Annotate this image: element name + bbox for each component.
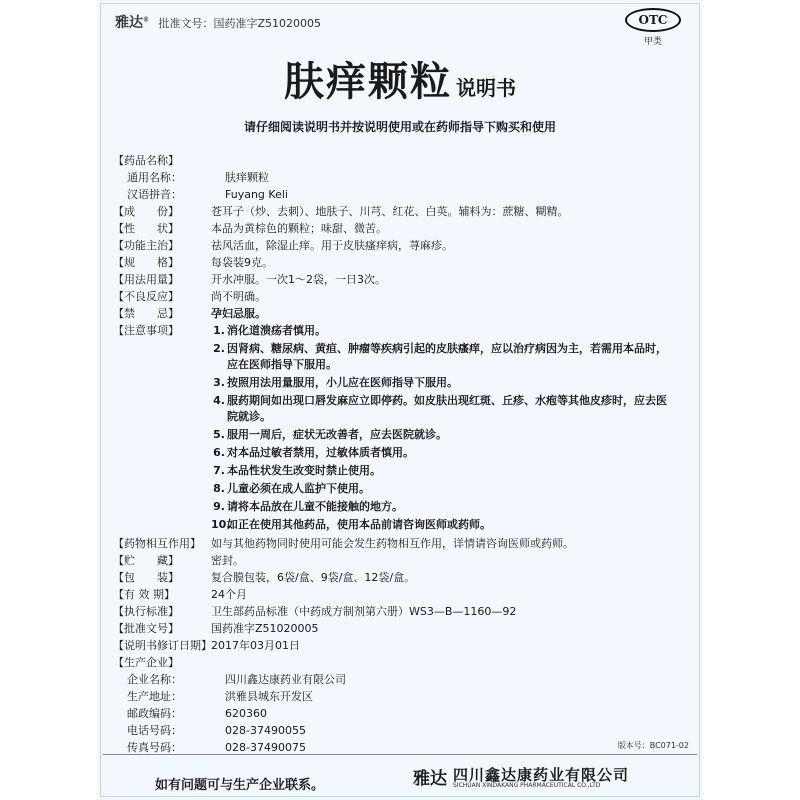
row-label: 生产地址： (127, 690, 182, 703)
row-label: 【不良反应】 (113, 290, 179, 303)
info-row (113, 221, 673, 237)
info-row (113, 255, 673, 271)
row-label: 【规 格】 (113, 256, 179, 269)
info-row (113, 170, 673, 186)
row-label: 【贮 藏】 (113, 554, 179, 567)
section-precautions (113, 323, 673, 535)
precaution-item: 8. 儿童必须在成人监护下使用。 (213, 482, 370, 495)
info-row (113, 553, 673, 569)
info-row (113, 187, 673, 203)
section-label: 【注意事项】 (113, 324, 179, 337)
row-label: 电话号码： (127, 724, 182, 737)
section-label: 【生产企业】 (113, 656, 179, 669)
precaution-item: 7. 本品性状发生改变时禁止使用。 (213, 464, 381, 477)
row-label: 【批准文号】 (113, 622, 179, 635)
row-value: 开水冲服。一次1～2袋，一日3次。 (211, 273, 386, 286)
precaution-item: 2. 因肾病、糖尿病、黄疸、肿瘤等疾病引起的皮肤瘙痒，应以治疗病因为主，若需用本品时，应在医师指导下服用。 (213, 342, 667, 371)
row-value: 苍耳子（炒、去刺）、地肤子、川芎、红花、白英。辅料为：蔗糖、糊精。 (211, 205, 569, 218)
info-row (113, 306, 673, 322)
row-label: 通用名称： (127, 171, 182, 184)
info-row (113, 204, 673, 220)
info-row (113, 604, 673, 620)
row-label: 【有 效 期】 (113, 588, 175, 601)
section-label: 【药品名称】 (113, 154, 179, 167)
precaution-item: 10. 如正在使用其他药品，使用本品前请咨询医师或药师。 (211, 518, 491, 531)
row-value: 028-37490055 (225, 724, 306, 737)
row-label: 【禁 忌】 (113, 307, 179, 320)
precaution-item: 5. 服用一周后，症状无改善者，应去医院就诊。 (213, 428, 447, 441)
section-manufacturer (113, 655, 673, 671)
info-row (113, 621, 673, 637)
row-value: 国药准字Z51020005 (211, 622, 319, 635)
precaution-item: 4. 服药期间如出现口唇发麻应立即停药。如皮肤出现红斑、丘疹、水疱等其他皮疹时，应去医院就诊。 (213, 394, 667, 423)
row-value: 卫生部药品标准（中药成方制剂第六册）WS3—B—1160—92 (211, 605, 517, 618)
row-label: 【说明书修订日期】 (113, 639, 212, 652)
row-value: 24个月 (211, 588, 247, 601)
row-value: Fuyang Keli (225, 188, 288, 201)
row-value: 祛风活血，除湿止痒。用于皮肤瘙痒病，荨麻疹。 (211, 239, 453, 252)
title-suffix: 说明书 (456, 76, 516, 100)
row-value: 2017年03月01日 (211, 639, 300, 652)
info-row (113, 587, 673, 603)
precaution-item: 1. 消化道溃疡者慎用。 (213, 324, 326, 337)
info-row (113, 289, 673, 305)
row-label: 【性 状】 (113, 222, 179, 235)
row-label: 【包 装】 (113, 571, 179, 584)
row-value: 复合膜包装，6袋/盒、9袋/盒、12袋/盒。 (211, 571, 416, 584)
row-label: 【成 份】 (113, 205, 179, 218)
row-value: 孕妇忌服。 (211, 307, 266, 320)
row-value: 洪雅县城东开发区 (225, 690, 313, 703)
row-label: 邮政编码： (127, 707, 182, 720)
row-value: 每袋装9克。 (211, 256, 273, 269)
row-label: 【执行标准】 (113, 605, 179, 618)
precaution-item: 9. 请将本品放在儿童不能接触的地方。 (213, 500, 403, 513)
product-title: 肤痒颗粒 (284, 59, 452, 105)
approval-number: 批准文号：国药准字Z51020005 (158, 17, 322, 30)
row-value: 620360 (225, 707, 267, 720)
row-value: 密封。 (211, 554, 244, 567)
precaution-item: 6. 对本品过敏者禁用，过敏体质者慎用。 (213, 446, 414, 459)
usage-warning: 请仔细阅读说明书并按说明使用或在药师指导下购买和使用 (243, 120, 556, 134)
footer-divider (103, 754, 697, 755)
info-row (113, 672, 673, 688)
otc-badge (625, 8, 681, 47)
row-label: 【药物相互作用】 (113, 537, 201, 550)
company-brand-logo: 雅达 (413, 769, 447, 789)
info-row (113, 238, 673, 254)
footer (97, 734, 703, 800)
info-row (113, 536, 673, 552)
precautions-list (211, 323, 673, 535)
version-number: 版本号：BC071-02 (617, 741, 689, 750)
document-title (97, 50, 703, 107)
row-label: 【用法用量】 (113, 273, 179, 286)
company-name: 四川鑫达康药业有限公司 (453, 766, 630, 784)
brand-logo: 雅达® (115, 15, 149, 31)
row-label: 【功能主治】 (113, 239, 179, 252)
otc-class: 甲类 (643, 37, 662, 47)
leaflet-content (113, 153, 673, 757)
row-value: 本品为黄棕色的颗粒；味甜、微苦。 (211, 222, 387, 235)
row-value: 四川鑫达康药业有限公司 (225, 673, 346, 686)
company-name-en: SICHUAN XINDAKANG PHARMACEUTICAL CO.,LTD (453, 782, 601, 789)
precaution-item: 3. 按照用法用量服用，小儿应在医师指导下服用。 (213, 376, 458, 389)
info-row (113, 570, 673, 586)
info-row (113, 689, 673, 705)
contact-note: 如有问题可与生产企业联系。 (155, 778, 325, 793)
header (115, 12, 321, 32)
row-value: 如与其他药物同时使用可能会发生药物相互作用，详情请咨询医师或药师。 (211, 537, 574, 550)
leaflet-page (97, 0, 703, 800)
info-row (113, 272, 673, 288)
info-row (113, 706, 673, 722)
otc-mark: OTC (625, 8, 681, 32)
row-label: 汉语拼音： (127, 188, 182, 201)
row-label: 传真号码： (127, 741, 182, 754)
row-value: 尚不明确。 (211, 290, 266, 303)
info-row (113, 638, 673, 654)
section-drug-name (113, 153, 673, 169)
row-value: 028-37490075 (225, 741, 306, 754)
row-value: 肤痒颗粒 (225, 171, 269, 184)
row-label: 企业名称： (127, 673, 182, 686)
